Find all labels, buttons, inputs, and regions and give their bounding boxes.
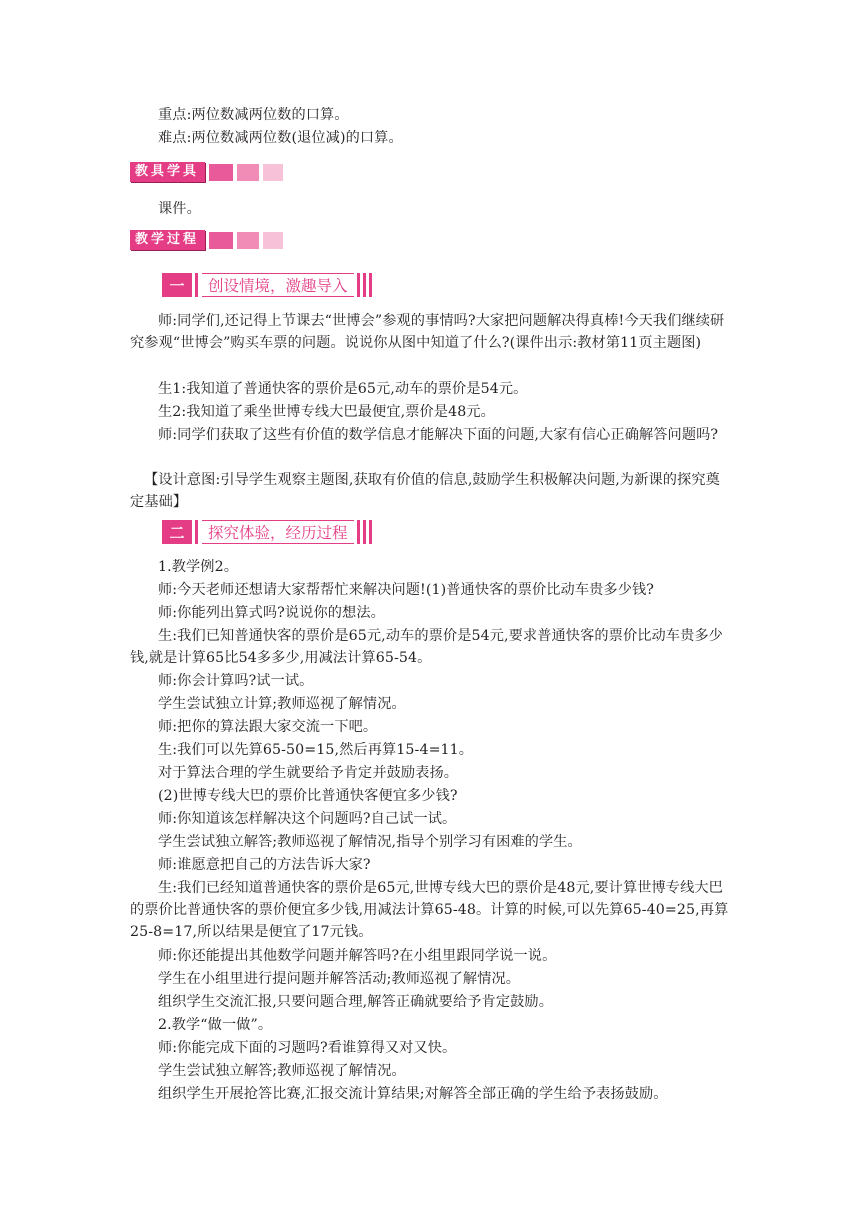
design-intent-note: 【设计意图:引导学生观察主题图,获取有价值的信息,鼓励学生积极解决问题,为新课的探究奠定基础】 <box>130 472 720 510</box>
decorative-square <box>263 164 283 181</box>
paragraph: 师:你知道该怎样解决这个问题吗?自己试一试。 <box>158 811 457 827</box>
paragraph: 生:我们可以先算65-50=15,然后再算15-4=11。 <box>158 742 474 758</box>
decorative-square <box>237 164 259 181</box>
paragraph: 学生尝试独立解答;教师巡视了解情况,指导个别学习有困难的学生。 <box>158 834 582 850</box>
paragraph: 师:你会计算吗?试一试。 <box>158 673 314 689</box>
section-title-tools: 教具学具 <box>130 162 205 182</box>
decorative-bar <box>369 520 372 544</box>
paragraph: 师:谁愿意把自己的方法告诉大家? <box>158 857 371 873</box>
decorative-bar <box>195 273 198 297</box>
paragraph: 师:你能列出算式吗?说说你的想法。 <box>158 605 385 621</box>
paragraph: 生:我们已经知道普通快客的票价是65元,世博专线大巴的票价是48元,要计算世博专线大巴的票价比普通快客的票价便宜多少钱,用减法计算65-48。计算的时候,可以先算65-40=25,再算25-8=17,所以结果是便宜了17元钱。 <box>130 880 729 940</box>
section-header-process <box>130 229 283 251</box>
paragraph: 组织学生开展抢答比赛,汇报交流计算结果;对解答全部正确的学生给予表扬鼓励。 <box>158 1086 668 1102</box>
paragraph: 师:今天老师还想请大家帮帮忙来解决问题!(1)普通快客的票价比动车贵多少钱? <box>158 582 654 598</box>
part2-header <box>162 520 372 544</box>
paragraph: 师:同学们,还记得上节课去“世博会”参观的事情吗?大家把问题解决得真棒!今天我们继续研究参观“世博会”购买车票的问题。说说你从图中知道了什么?(课件出示:教材第11页主题图) <box>130 313 725 351</box>
tools-content: 课件。 <box>158 201 201 217</box>
decorative-bar <box>363 520 366 544</box>
paragraph: 2.教学“做一做”。 <box>158 1017 273 1033</box>
decorative-square <box>209 164 233 181</box>
part1-number: 一 <box>162 273 192 297</box>
paragraph: 学生尝试独立计算;教师巡视了解情况。 <box>158 696 406 712</box>
part2-title: 探究体验，经历过程 <box>202 520 354 544</box>
decorative-square <box>263 232 283 249</box>
decorative-bar <box>357 520 360 544</box>
paragraph: 学生尝试独立解答;教师巡视了解情况。 <box>158 1063 406 1079</box>
paragraph: (2)世博专线大巴的票价比普通快客便宜多少钱? <box>158 788 458 804</box>
part2-number: 二 <box>162 520 192 544</box>
section-title-process: 教学过程 <box>130 230 205 250</box>
decorative-bar <box>195 520 198 544</box>
paragraph: 生:我们已知普通快客的票价是65元,动车的票价是54元,要求普通快客的票价比动车贵多少钱,就是计算65比54多多少,用减法计算65-54。 <box>130 628 723 666</box>
key-point-focus: 重点:两位数减两位数的口算。 <box>158 107 349 123</box>
paragraph: 师:把你的算法跟大家交流一下吧。 <box>158 719 378 735</box>
paragraph: 生2:我知道了乘坐世博专线大巴最便宜,票价是48元。 <box>158 404 495 420</box>
part1-title: 创设情境，激趣导入 <box>202 273 354 297</box>
decorative-bar <box>363 273 366 297</box>
paragraph: 师:同学们获取了这些有价值的数学信息才能解决下面的问题,大家有信心正确解答问题吗? <box>158 427 719 443</box>
decorative-square <box>237 232 259 249</box>
paragraph: 1.教学例2。 <box>158 559 239 575</box>
decorative-bar <box>369 273 372 297</box>
decorative-bar <box>357 273 360 297</box>
paragraph: 师:你还能提出其他数学问题并解答吗?在小组里跟同学说一说。 <box>158 948 557 964</box>
paragraph: 组织学生交流汇报,只要问题合理,解答正确就要给予肯定鼓励。 <box>158 994 553 1010</box>
paragraph: 学生在小组里进行提问题并解答活动;教师巡视了解情况。 <box>158 971 521 987</box>
part1-header <box>162 273 372 297</box>
paragraph: 对于算法合理的学生就要给予肯定并鼓励表扬。 <box>158 765 459 781</box>
paragraph: 生1:我知道了普通快客的票价是65元,动车的票价是54元。 <box>158 381 528 397</box>
key-point-difficulty: 难点:两位数减两位数(退位减)的口算。 <box>158 130 403 146</box>
paragraph: 师:你能完成下面的习题吗?看谁算得又对又快。 <box>158 1040 457 1056</box>
section-header-tools <box>130 161 283 183</box>
decorative-square <box>209 232 233 249</box>
